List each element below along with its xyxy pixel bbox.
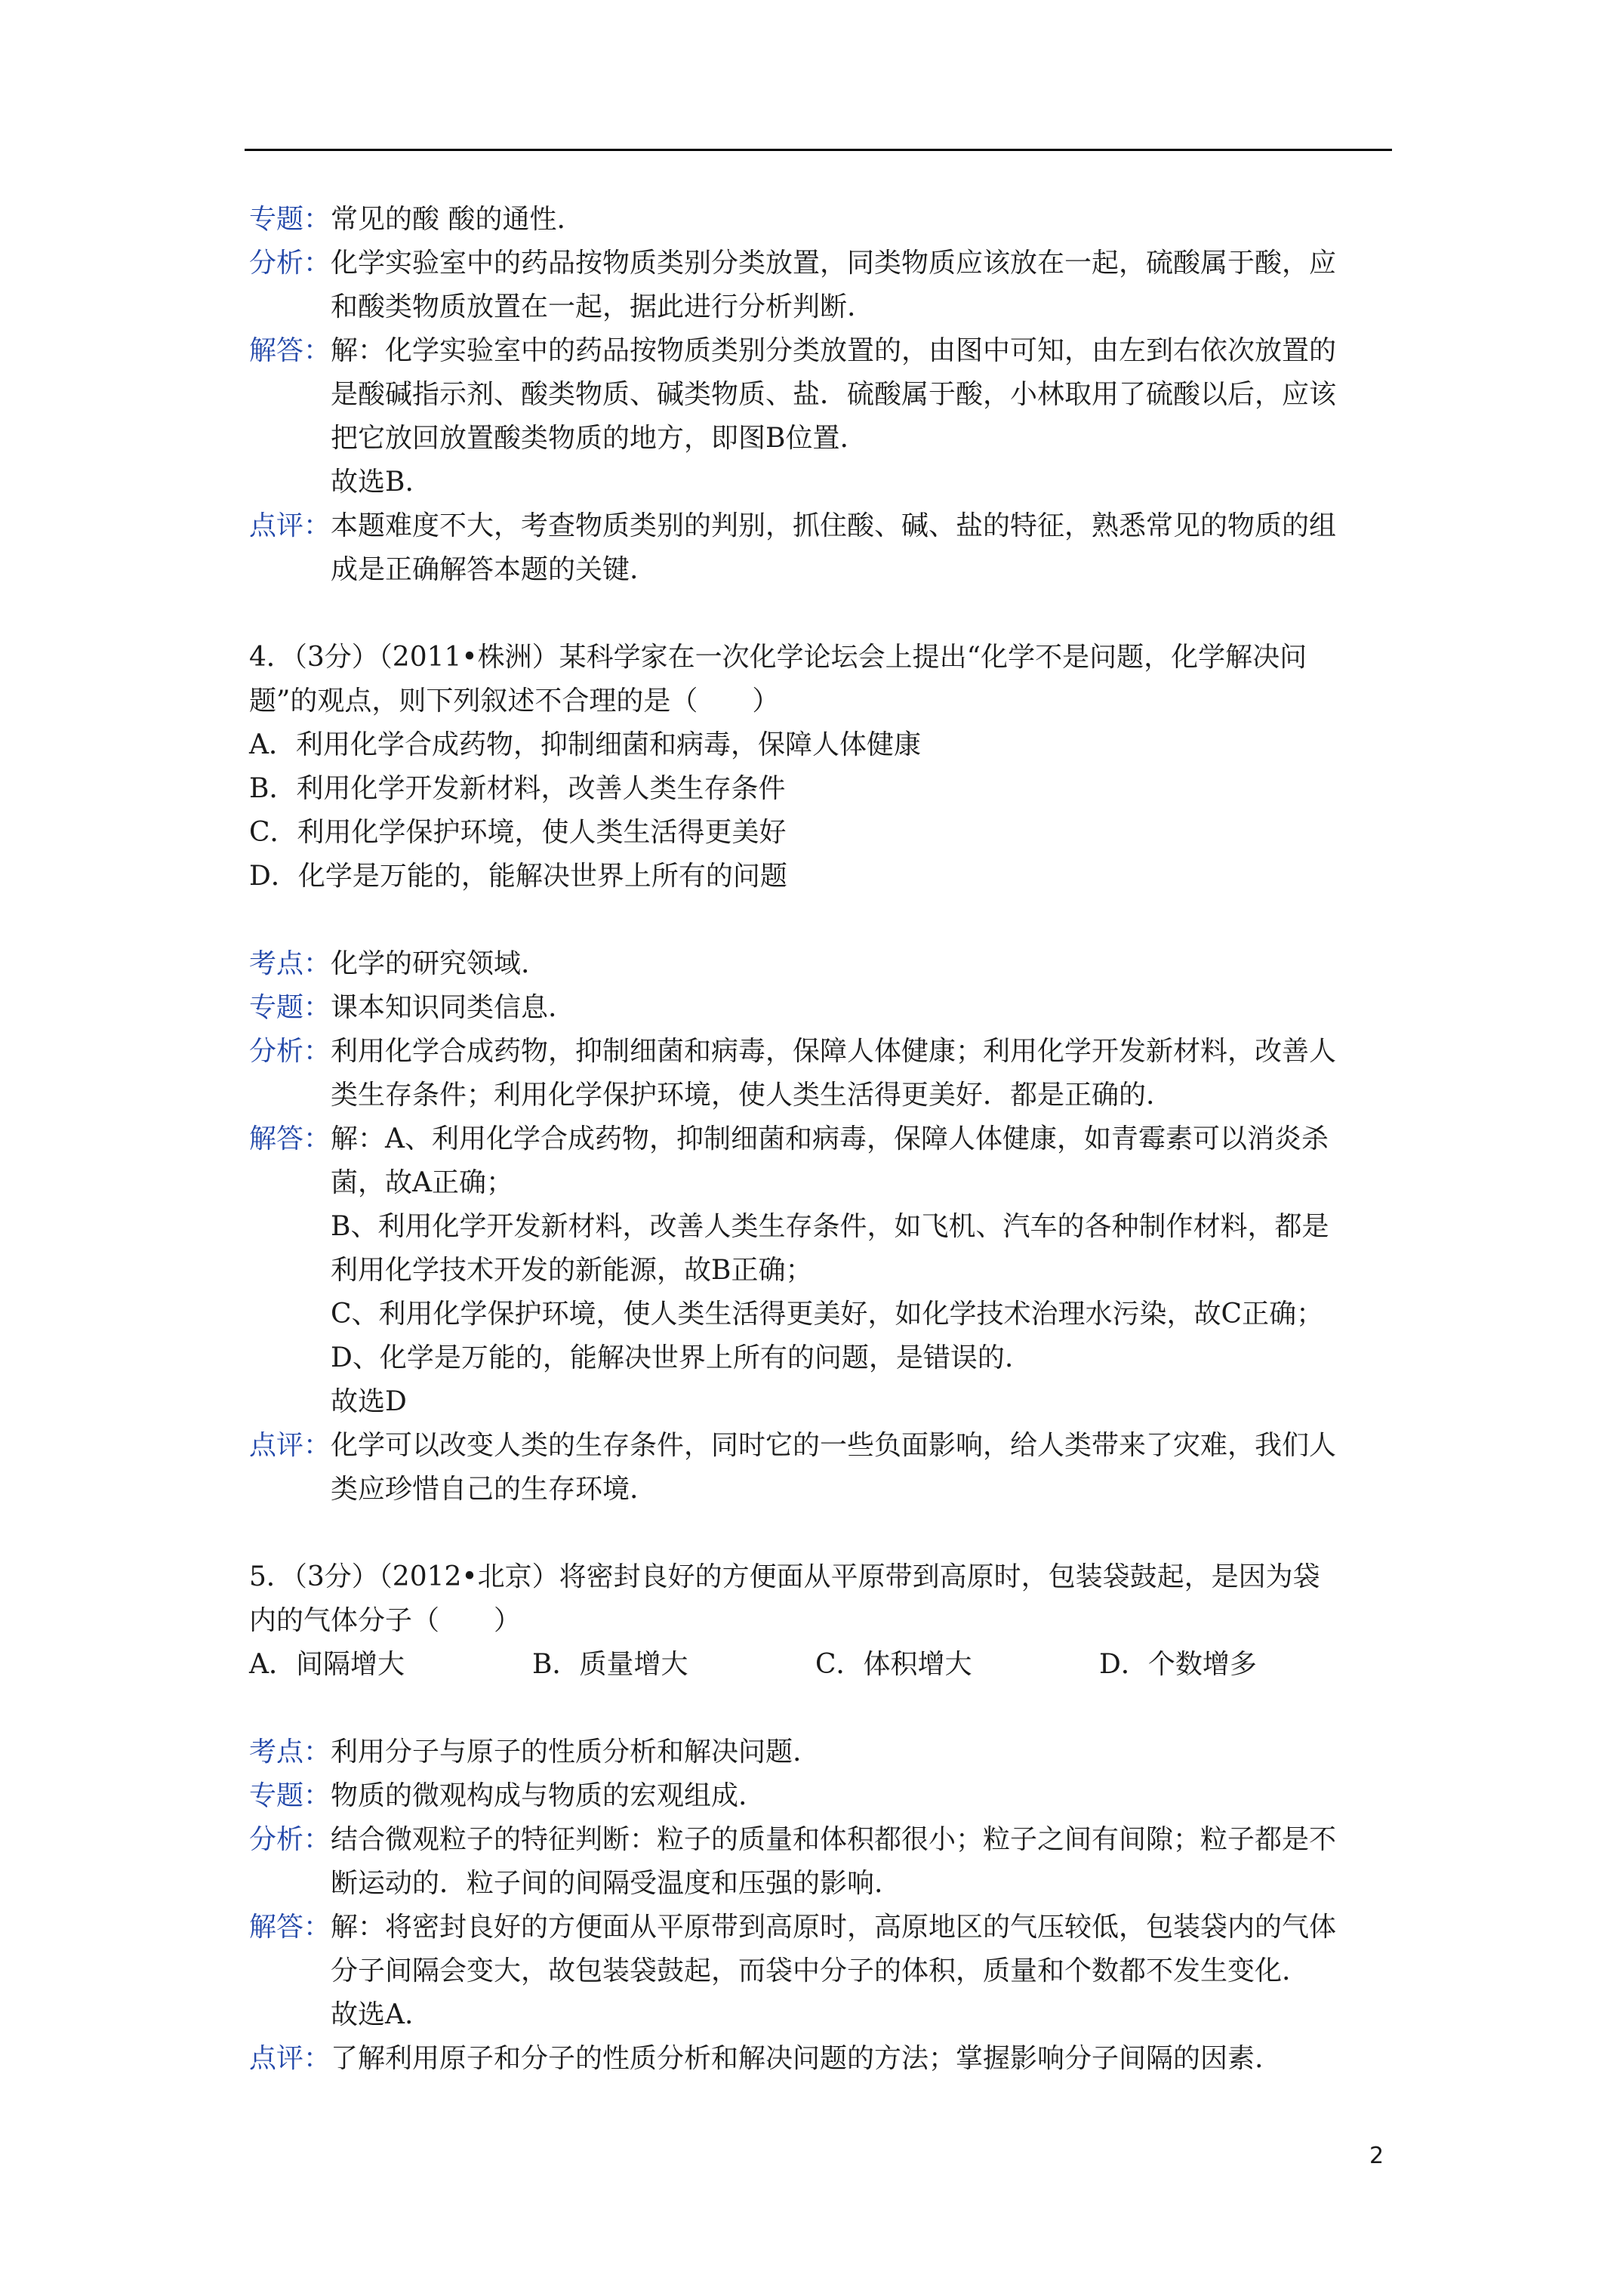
q5-jieda: 解答： 解：将密封良好的方便面从平原带到高原时，高原地区的气压较低，包装袋内的气体 分子间隔会变大，故包装袋鼓起，而袋中分子的体积，质量和个数都不发生变化. 故选A. bbox=[249, 1906, 1393, 2037]
q4-option-a: A．利用化学合成药物，抑制细菌和病毒，保障人体健康 bbox=[249, 729, 921, 760]
label-jieda: 解答： bbox=[249, 1912, 331, 1943]
label-dianping: 点评： bbox=[249, 510, 331, 541]
q4-zhuanti: 专题： 课本知识同类信息. bbox=[249, 986, 1393, 1030]
q4-option-c: C．利用化学保护环境，使人类生活得更美好 bbox=[249, 817, 787, 848]
q5-dianping: 点评： 了解利用原子和分子的性质分析和解决问题的方法；掌握影响分子间隔的因素. bbox=[249, 2037, 1393, 2081]
q5-stem: 5．（3分）（2012•北京）将密封良好的方便面从平原带到高原时，包装袋鼓起，是因为袋 内的气体分子（ ） bbox=[249, 1561, 1320, 1636]
q3-jieda: 解答： 解：化学实验室中的药品按物质类别分类放置的，由图中可知，由左到右依次放置的 是酸碱指示剂、酸类物质、碱类物质、盐．硫酸属于酸，小林取用了硫酸以后，应该 把它放回放置酸类物质的地方，即图B位置. 故选B. bbox=[249, 329, 1393, 504]
q3-zhuanti: 专题： 常见的酸 酸的通性. bbox=[249, 198, 1393, 242]
label-zhuanti: 专题： bbox=[249, 204, 331, 235]
q5-fenxi: 分析： 结合微观粒子的特征判断：粒子的质量和体积都很小；粒子之间有间隙；粒子都是不 断运动的．粒子间的间隔受温度和压强的影响. bbox=[249, 1818, 1393, 1906]
label-zhuanti: 专题： bbox=[249, 1780, 331, 1811]
q5-option-a: A．间隔增大 bbox=[249, 1649, 405, 1680]
label-kaodian: 考点： bbox=[249, 1737, 331, 1767]
q4-options bbox=[249, 723, 1393, 898]
page-number: 2 bbox=[1369, 2143, 1384, 2169]
q5-zhuanti: 专题： 物质的微观构成与物质的宏观组成. bbox=[249, 1774, 1393, 1818]
q4-option-d: D．化学是万能的，能解决世界上所有的问题 bbox=[249, 861, 787, 892]
label-zhuanti: 专题： bbox=[249, 992, 331, 1023]
q4-dianping: 点评： 化学可以改变人类的生存条件，同时它的一些负面影响，给人类带来了灾难，我们人 类应珍惜自己的生存环境. bbox=[249, 1424, 1393, 1512]
page-content bbox=[249, 198, 1393, 2081]
header-rule bbox=[245, 149, 1392, 151]
q5-option-d: D．个数增多 bbox=[1099, 1649, 1257, 1680]
q4-fenxi: 分析： 利用化学合成药物，抑制细菌和病毒，保障人体健康；利用化学开发新材料，改善人 类生存条件；利用化学保护环境，使人类生活得更美好．都是正确的. bbox=[249, 1030, 1393, 1117]
q5-kaodian: 考点： 利用分子与原子的性质分析和解决问题. bbox=[249, 1730, 1393, 1774]
q4-kaodian: 考点： 化学的研究领域. bbox=[249, 942, 1393, 986]
q4-jieda: 解答： 解：A、利用化学合成药物，抑制细菌和病毒，保障人体健康，如青霉素可以消炎杀 菌，故A正确； B、利用化学开发新材料，改善人类生存条件，如飞机、汽车的各种制作材料，都是 利用化学技术开发的新能源，故B正确； C、利用化学保护环境，使人类生活得更美好，如化学技术治理水污染，故C正确； D、化学是万能的，能解决世界上所有的问题，是错误的. 故选D bbox=[249, 1117, 1393, 1424]
label-fenxi: 分析： bbox=[249, 1824, 331, 1855]
label-jieda: 解答： bbox=[249, 1123, 331, 1154]
q4-stem: 4．（3分）（2011•株洲）某科学家在一次化学论坛会上提出“化学不是问题，化学解决问 题”的观点，则下列叙述不合理的是（ ） bbox=[249, 642, 1307, 717]
q3-fenxi: 分析： 化学实验室中的药品按物质类别分类放置，同类物质应该放在一起，硫酸属于酸，应 和酸类物质放置在一起，据此进行分析判断. bbox=[249, 242, 1393, 329]
label-dianping: 点评： bbox=[249, 2043, 331, 2074]
q5-option-b: B．质量增大 bbox=[532, 1649, 688, 1680]
label-kaodian: 考点： bbox=[249, 948, 331, 979]
q4-option-b: B．利用化学开发新材料，改善人类生存条件 bbox=[249, 773, 786, 804]
label-dianping: 点评： bbox=[249, 1430, 331, 1461]
q3-dianping: 点评： 本题难度不大，考查物质类别的判别，抓住酸、碱、盐的特征，熟悉常见的物质的组 成是正确解答本题的关键. bbox=[249, 504, 1393, 592]
label-fenxi: 分析： bbox=[249, 248, 331, 279]
label-jieda: 解答： bbox=[249, 335, 331, 366]
q5-options bbox=[249, 1643, 1393, 1687]
label-fenxi: 分析： bbox=[249, 1036, 331, 1067]
q5-option-c: C．体积增大 bbox=[815, 1649, 972, 1680]
